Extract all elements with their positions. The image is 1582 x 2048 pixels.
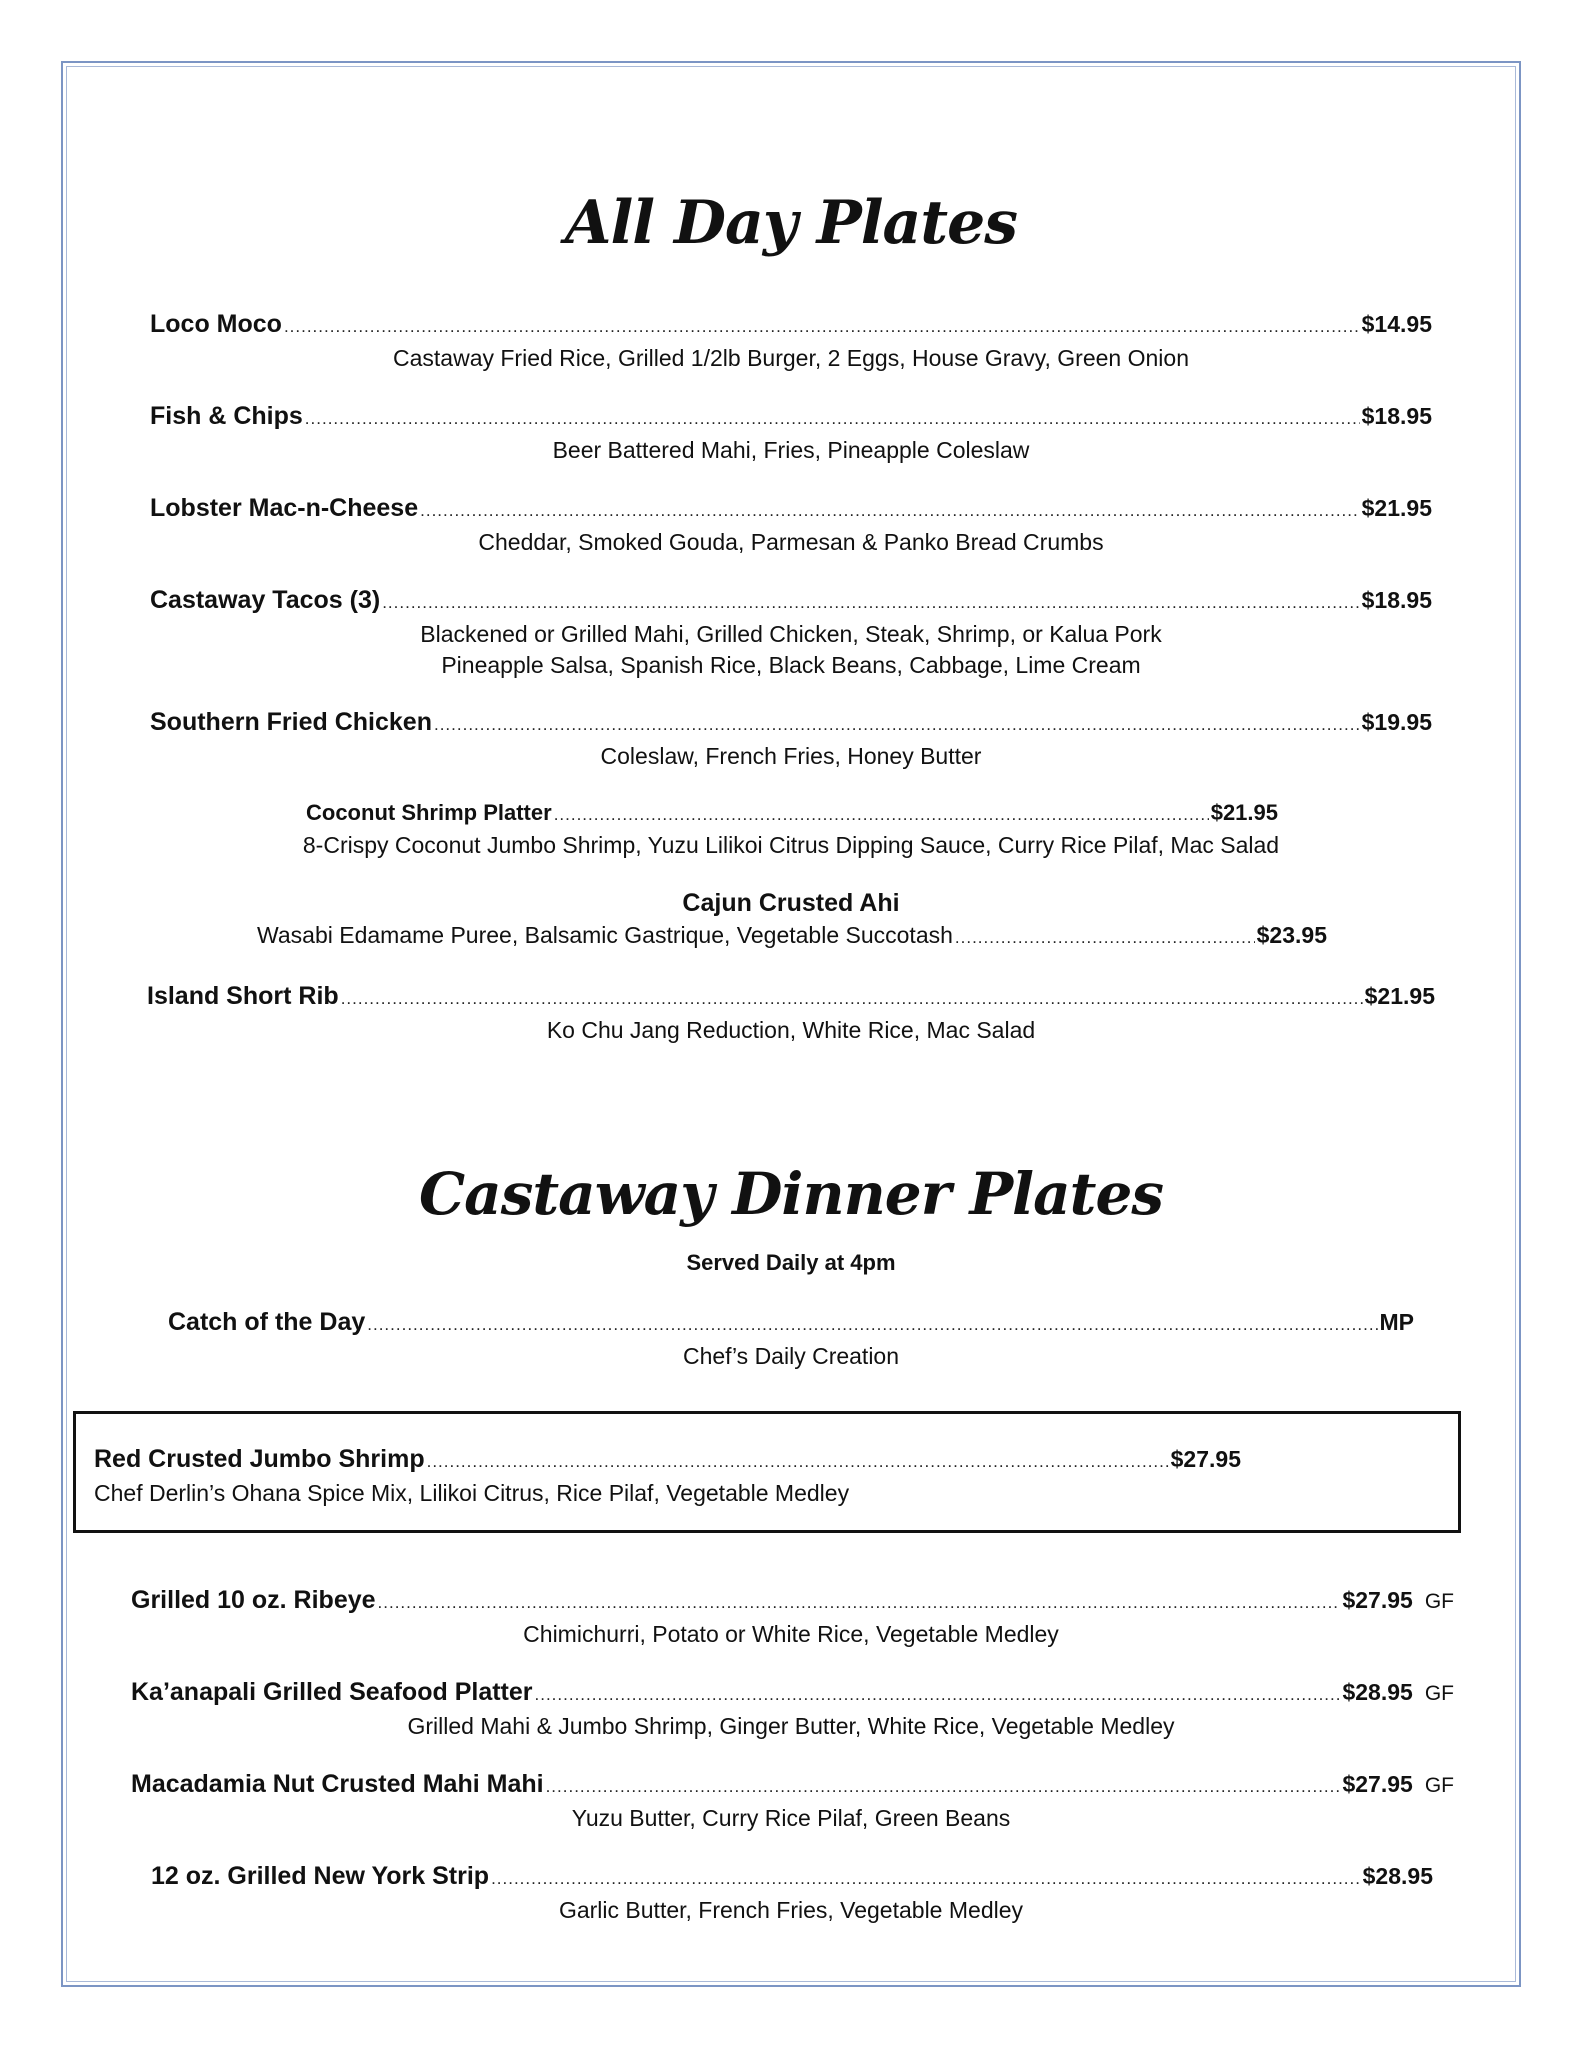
menu-item-loco-moco bbox=[150, 310, 1432, 339]
item-description: Blackened or Grilled Mahi, Grilled Chicken, Steak, Shrimp, or Kalua Pork bbox=[420, 621, 1162, 647]
item-name: Lobster Mac-n-Cheese bbox=[150, 494, 419, 522]
item-price: $27.95 bbox=[1170, 1446, 1241, 1472]
item-name: Loco Moco bbox=[150, 310, 282, 338]
item-description: Ko Chu Jang Reduction, White Rice, Mac Salad bbox=[546, 1017, 1036, 1043]
item-name: Coconut Shrimp Platter bbox=[306, 800, 552, 825]
gluten-free-tag: GF bbox=[1424, 1590, 1454, 1613]
item-price: $21.95 bbox=[1361, 495, 1432, 521]
item-price: $28.95 bbox=[1342, 1679, 1413, 1705]
item-price: $23.95 bbox=[1256, 922, 1327, 948]
item-description: Grilled Mahi & Jumbo Shrimp, Ginger Butter, White Rice, Vegetable Medley bbox=[407, 1713, 1175, 1739]
menu-item-southern-fried-chicken bbox=[150, 708, 1432, 737]
menu-item-lobster-mac bbox=[150, 494, 1432, 523]
dot-leader bbox=[535, 1685, 1341, 1705]
dot-leader bbox=[305, 409, 1360, 429]
dot-leader bbox=[427, 1452, 1169, 1472]
menu-item-macadamia-mahi bbox=[131, 1770, 1454, 1799]
dinner-served-note: Served Daily at 4pm bbox=[686, 1250, 896, 1275]
item-name: Fish & Chips bbox=[150, 402, 303, 430]
menu-item-seafood-platter bbox=[131, 1678, 1454, 1707]
menu-item-red-crusted-shrimp bbox=[94, 1445, 1241, 1474]
item-description: Chimichurri, Potato or White Rice, Vegetable Medley bbox=[523, 1621, 1059, 1647]
item-price: $21.95 bbox=[1364, 983, 1435, 1009]
item-price: $28.95 bbox=[1362, 1863, 1433, 1889]
item-price: $19.95 bbox=[1361, 709, 1432, 735]
item-name: Southern Fried Chicken bbox=[150, 708, 432, 736]
dot-leader bbox=[378, 1593, 1341, 1613]
menu-item-cajun-ahi bbox=[257, 922, 1327, 949]
item-name: Grilled 10 oz. Ribeye bbox=[131, 1586, 376, 1614]
item-description: Chef Derlin’s Ohana Spice Mix, Lilikoi Citrus, Rice Pilaf, Vegetable Medley bbox=[94, 1480, 850, 1506]
item-price: MP bbox=[1379, 1309, 1414, 1335]
item-price: $27.95 bbox=[1342, 1771, 1413, 1797]
item-description: Chef’s Daily Creation bbox=[682, 1343, 900, 1369]
menu-item-catch-of-the-day bbox=[168, 1308, 1414, 1337]
item-description: Coleslaw, French Fries, Honey Butter bbox=[600, 743, 982, 769]
all-day-plates-title: All Day Plates bbox=[564, 188, 1018, 258]
dinner-plates-title: Castaway Dinner Plates bbox=[418, 1160, 1164, 1228]
menu-item-cajun-ahi-name: Cajun Crusted Ahi bbox=[682, 889, 900, 917]
item-description-line-2: Pineapple Salsa, Spanish Rice, Black Beans, Cabbage, Lime Cream bbox=[441, 652, 1141, 678]
item-name: Catch of the Day bbox=[168, 1308, 366, 1336]
item-description: Beer Battered Mahi, Fries, Pineapple Coleslaw bbox=[552, 437, 1030, 463]
item-name: Red Crusted Jumbo Shrimp bbox=[94, 1445, 425, 1473]
menu-item-ribeye bbox=[131, 1586, 1454, 1615]
menu-item-coconut-shrimp bbox=[306, 800, 1278, 826]
item-name: Macadamia Nut Crusted Mahi Mahi bbox=[131, 1770, 544, 1798]
dot-leader bbox=[367, 1315, 1377, 1335]
dot-leader bbox=[546, 1777, 1341, 1797]
item-name: Castaway Tacos (3) bbox=[150, 586, 381, 614]
menu-item-island-short-rib bbox=[147, 982, 1435, 1011]
menu-item-fish-chips bbox=[150, 402, 1432, 431]
item-price: $18.95 bbox=[1361, 587, 1432, 613]
gluten-free-tag: GF bbox=[1424, 1682, 1454, 1705]
menu-item-new-york-strip bbox=[151, 1862, 1433, 1891]
item-description: 8-Crispy Coconut Jumbo Shrimp, Yuzu Lilikoi Citrus Dipping Sauce, Curry Rice Pilaf, Mac Salad bbox=[302, 832, 1280, 858]
dot-leader bbox=[284, 317, 1360, 337]
item-description: Wasabi Edamame Puree, Balsamic Gastrique, Vegetable Succotash bbox=[257, 922, 953, 948]
item-description: Castaway Fried Rice, Grilled 1/2lb Burger, 2 Eggs, House Gravy, Green Onion bbox=[393, 345, 1189, 371]
dot-leader bbox=[955, 928, 1255, 948]
item-price: $18.95 bbox=[1361, 403, 1432, 429]
dot-leader bbox=[554, 805, 1209, 825]
gluten-free-tag: GF bbox=[1424, 1774, 1454, 1797]
dot-leader bbox=[420, 501, 1360, 521]
menu-item-castaway-tacos bbox=[150, 586, 1432, 615]
item-description: Cheddar, Smoked Gouda, Parmesan & Panko Bread Crumbs bbox=[478, 529, 1104, 555]
item-description: Garlic Butter, French Fries, Vegetable Medley bbox=[558, 1897, 1024, 1923]
item-price: $14.95 bbox=[1361, 311, 1432, 337]
item-name: Ka’anapali Grilled Seafood Platter bbox=[131, 1678, 533, 1706]
dot-leader bbox=[491, 1869, 1361, 1889]
dot-leader bbox=[434, 715, 1360, 735]
dot-leader bbox=[341, 989, 1363, 1009]
item-price: $27.95 bbox=[1342, 1587, 1413, 1613]
item-price: $21.95 bbox=[1210, 800, 1278, 825]
dot-leader bbox=[382, 593, 1359, 613]
item-description: Yuzu Butter, Curry Rice Pilaf, Green Beans bbox=[571, 1805, 1011, 1831]
item-name: Island Short Rib bbox=[147, 982, 339, 1010]
item-name: 12 oz. Grilled New York Strip bbox=[151, 1862, 490, 1890]
